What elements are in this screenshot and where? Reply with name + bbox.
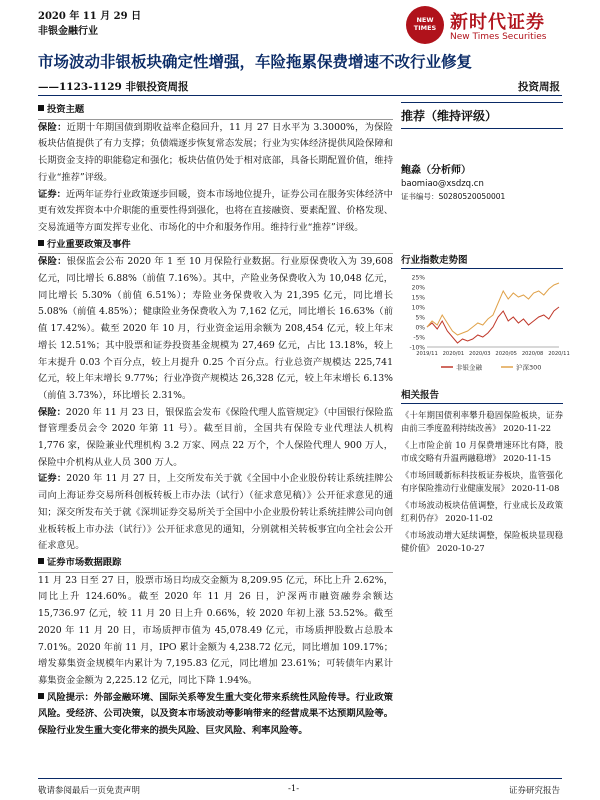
- paragraph: 保险：2020 年 11 月 23 日，银保监会发布《保险代理人监管规定》（中国银行保险监督管理委员会令 2020 年第 11 号）。截至目前，全国共有保险专业代理法人机构 1,776 家，保险兼业代理机构 3.2 万家、网点 22 万个，个人保险代理人 900 万人，保险中介机构从业人员 300 万人。: [38, 406, 393, 468]
- x-tick-label: 2019/11: [416, 351, 438, 357]
- footer-divider: [38, 778, 562, 779]
- paragraph: 证券：2020 年 11 月 27 日，上交所发布关于就《全国中小企业股份转让系统挂牌公司向上海证券交易所科创板转板上市办法（试行）（征求意见稿）》公开征求意见的通知；深交所发布关于就《深圳证券交易所关于全国中小企业股份转让系统挂牌公司向创业板转板上市办法（试行）》公开征求意见的通知，分别就相关转板事宜向全社会公开征求意见。: [38, 473, 393, 552]
- related-report-item[interactable]: 《上市险企前 10 月保费增速环比有降，股市成交略有升温两融稳增》 2020-11-15: [401, 440, 563, 463]
- paragraph: 11 月 23 日至 27 日，股票市场日均成交金额为 8,209.95 亿元，环比上升 2.62%，同比上升 124.60%。截至 2020 年 11 月 26 日，沪深两市融资融券余额达 15,736.97 亿元，较 11 月 20 日上升 0.66%，较 2020 年初上涨 53.52%。截至 2020 年 11 月 20 日，市场质押市值为 45,078.49 亿元，市场质押股数占总股本 7.01%。2020 年前 11 月，IPO 累计金额为 4,238.72 亿元，同比增加 109.17%；增发募集资金规模年内累计为 7,195.83 亿元，同比增加 23.61%；可转债年内累计募集资金金额为 2,225.12 亿元，同比下降 1.94%。: [38, 574, 393, 686]
- bullet-square-icon: [38, 558, 44, 564]
- related-report-item[interactable]: 《市场回暖新标科技板证券板块，监管强化有序保险推动行业健康发展》 2020-11-08: [401, 470, 563, 493]
- main-body: [38, 102, 393, 740]
- analyst-email[interactable]: baomiao@xsdzq.cn: [401, 179, 484, 189]
- logo-emblem: NEW TIMES: [406, 6, 444, 44]
- x-tick-label: 2020/08: [521, 351, 544, 357]
- legend-label: 非银金融: [456, 363, 482, 372]
- x-tick-label: 2020/11: [548, 351, 570, 357]
- related-reports-list: [401, 409, 563, 554]
- analyst-cert: 证书编号：S0280520050001: [401, 192, 506, 201]
- risk-warning: 风险提示：外部金融环境、国际关系等发生重大变化带来系统性风险传导。行业政策风险。受经济、公司决策，以及资本市场波动等影响带来的经营成果不达预期风险等。保险行业发生重大变化带来的损失风险、巨灾风险、利率风险等。: [38, 691, 393, 737]
- report-date: 2020 年 11 月 29 日: [38, 11, 142, 22]
- chart-title: 行业指数走势图: [401, 252, 563, 269]
- section-heading: 投资主题: [38, 102, 393, 120]
- section-policy-events: [38, 237, 393, 555]
- related-report-item[interactable]: 《十年期国债利率攀升稳固保险板块，证券由前三季度盈利持续改善》 2020-11-22: [401, 410, 563, 433]
- paragraph: 保险：银保监会公布 2020 年 1 至 10 月保险行业数据。行业原保费收入为 39,608 亿元，同比增长 6.88%（前值 7.16%）。其中，产险业务保费收入为 10,048 亿元，同比增长 5.30%（前值 6.51%）；寿险业务保费收入为 21,395 亿元，同比增长 5.08%（前值 4.85%）；健康险业务保费收入为 7,162 亿元，同比增长 16.63%（前值 17.42%）。截至 2020 年 10 月，行业资金运用余额为 208,454 亿元，较上年末增长 12.51%；其中股票和证券投资基金规模为 27,469 亿元，占比 13.18%，较上年末提升 0.03 个百分点，较上月提升 0.25 个百分点。行业总资产规模达 225,741 亿元，较上年末增长 9.77%；行业净资产规模达 26,328 亿元，较上年末增长 6.13%（前值 3.73%），环比增长 2.31%。: [38, 256, 393, 401]
- legend-label: 沪深300: [516, 363, 542, 372]
- report-subtitle: ——1123-1129 非银投资周报: [38, 81, 189, 93]
- bullet-square-icon: [38, 240, 44, 246]
- x-tick-label: 2020/01: [442, 351, 465, 357]
- x-tick-label: 2020/03: [469, 351, 491, 357]
- related-report-item[interactable]: 《市场波动板块估值调整，行业成长及政策红利仍存》 2020-11-02: [401, 500, 563, 523]
- industry-label: 非银金融行业: [38, 26, 98, 37]
- brand-logo: [406, 4, 556, 48]
- section-market-data: [38, 555, 393, 690]
- x-tick-label: 2020/05: [495, 351, 517, 357]
- y-tick-label: 5%: [415, 314, 425, 322]
- bullet-square-icon: [38, 693, 44, 699]
- y-tick-label: -5%: [413, 334, 425, 342]
- disclaimer-note: 敬请参阅最后一页免责声明: [38, 786, 141, 796]
- y-tick-label: 25%: [411, 274, 425, 282]
- related-reports-title: 相关报告: [401, 387, 563, 404]
- y-tick-label: 0%: [415, 324, 425, 332]
- header-divider: [38, 95, 562, 96]
- report-type: 投资周报: [518, 81, 560, 93]
- section-investment-theme: [38, 102, 393, 237]
- footer-report-label: 证券研究报告: [508, 786, 560, 796]
- paragraph: 证券：近两年证券行业政策逐步回暖，资本市场地位提升，证券公司在服务实体经济中更有效发挥资本中介职能的重要性得到强化，也将在直接融资、要素配置、价格发现、交易流通等方面发挥专业化、市场化的中介和服务作用。维持行业“推荐”评级。: [38, 188, 393, 233]
- bullet-square-icon: [38, 105, 44, 111]
- index-trend-chart: [401, 273, 570, 375]
- y-tick-label: -10%: [409, 344, 425, 352]
- section-heading: 证券市场数据跟踪: [38, 555, 393, 573]
- y-tick-label: 15%: [411, 294, 425, 302]
- series-line-0: [427, 307, 559, 343]
- page-number: -1-: [288, 784, 300, 794]
- rating-label: 推荐（维持评级）: [401, 102, 563, 129]
- y-tick-label: 10%: [411, 304, 425, 312]
- section-heading: 行业重要政策及事件: [38, 237, 393, 255]
- logo-cn-text: 新时代证券: [450, 12, 545, 33]
- report-title: 市场波动非银板块确定性增强，车险拖累保费增速不改行业修复: [38, 52, 473, 71]
- paragraph: 保险：近期十年期国债到期收益率企稳回升，11 月 27 日水平为 3.3000%，为保险板块估值提供了有力支撑；负债端逐步恢复常态发展；行业为实体经济提供风险保障和长期资金支持的职能稳定和强化；板块估值仍处于相对底部，具备长期配置价值，维持行业“推荐”评级。: [38, 121, 393, 183]
- analyst-name: 鲍淼（分析师）: [401, 165, 471, 176]
- sidebar: [401, 102, 570, 554]
- logo-en-text: New Times Securities: [450, 32, 547, 42]
- related-report-item[interactable]: 《市场波动增大延续调整，保险板块显现稳健价值》 2020-10-27: [401, 530, 563, 553]
- y-tick-label: 20%: [411, 284, 425, 292]
